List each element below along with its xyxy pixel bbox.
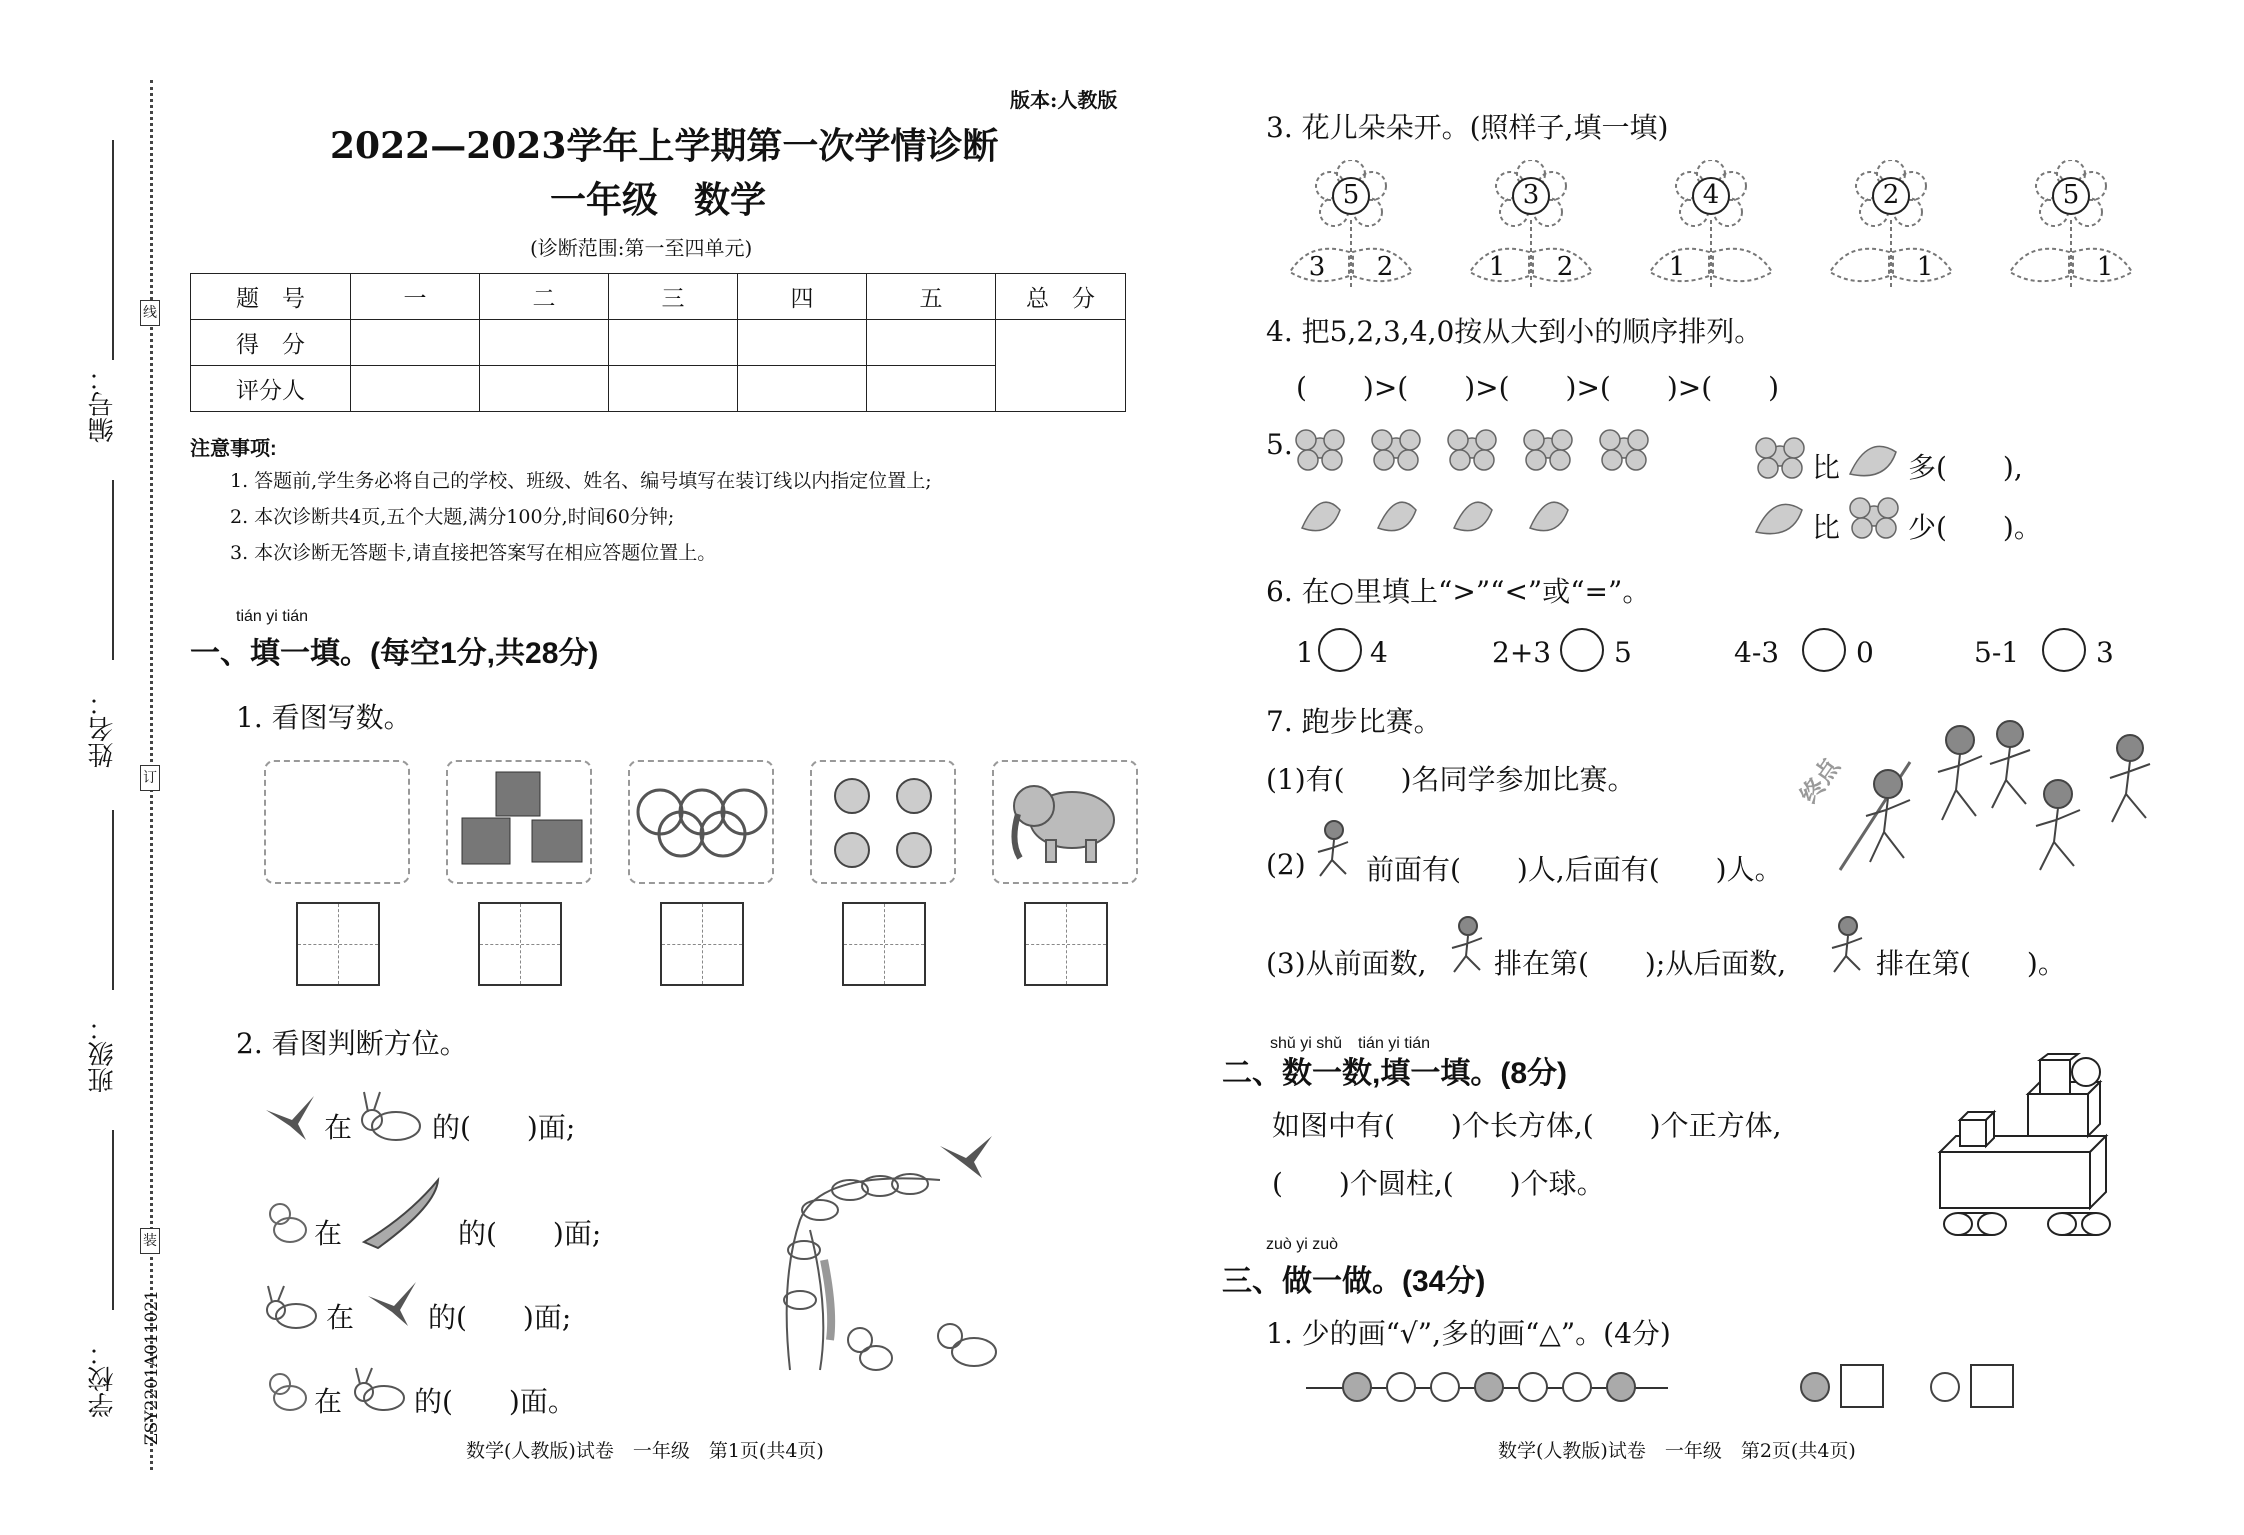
score-header: 五 [867,274,996,320]
books-picture-frame [446,760,592,884]
flower-right-number: 1 [2096,252,2114,282]
olympic-rings-icon [630,762,772,882]
section1-pinyin: tián yi tián [236,608,309,625]
flower-top-number: 3 [1522,180,1540,210]
swallow-icon [940,1136,992,1178]
binding-mark-line: 线 [140,300,160,326]
flower-icon [1752,430,1808,480]
q2-title: 2. 看图判断方位。 [236,1027,468,1060]
rectangular-block [1940,1152,2090,1208]
cucumber-icon [358,1176,448,1250]
leaf-icon [1530,502,1568,530]
flower-icon [1372,430,1420,470]
flower-icon [1296,430,1344,470]
school-blank[interactable] [112,1130,114,1310]
q6-left-expr: 2+3 [1492,636,1552,669]
race-illustration [1800,712,2170,880]
leaf-icon [1378,502,1416,530]
number-blank[interactable] [112,140,114,360]
q6-left-expr: 1 [1296,636,1314,669]
runner-icon [2036,780,2080,870]
binding-mark-zhuang: 装 [140,1228,160,1254]
q2-line-a: 在 [314,1217,343,1250]
flower-right-number: 2 [1556,252,1574,282]
q7-part1[interactable]: (1)有( )名同学参加比赛。 [1266,763,1636,796]
flower-right-number: 2 [1376,252,1394,282]
flower-figure [1826,160,1956,290]
white-bead [1518,1372,1548,1402]
section2-pinyin: shǔ yi shǔ tián yi tián [1270,1035,1431,1052]
flowers-and-leaves-picture [1290,418,1670,548]
runner-icon [1312,818,1356,880]
section3-pinyin: zuò yi zuò [1266,1236,1339,1253]
flower-figure [1646,160,1776,290]
section2-line1[interactable]: 如图中有( )个长方体,( )个正方体, [1272,1109,1782,1142]
runner-icon [2110,735,2150,822]
answer-box[interactable] [660,902,744,986]
flower-figure [1466,160,1596,290]
diagnosis-scope: (诊断范围:第一至四单元) [530,236,753,260]
flower-top-number: 5 [2062,180,2080,210]
q6-right-expr: 3 [2096,636,2114,669]
q3-title: 3. 花儿朵朵开。(照样子,填一填) [1266,111,1669,144]
answer-box[interactable] [478,902,562,986]
grey-bead [1342,1372,1372,1402]
flower-top-number: 4 [1702,180,1720,210]
flower-left-number: 1 [1668,252,1686,282]
number-label: 编号： [88,365,118,443]
q4-title: 4. 把5,2,3,4,0按从大到小的顺序排列。 [1266,315,1763,348]
rabbit-icon [262,1282,320,1332]
grader-cell[interactable] [738,366,867,412]
score-header: 总 分 [996,274,1126,320]
q7-part3-answer[interactable]: 排在第( )。 [1876,947,2066,980]
score-table [190,273,1126,412]
notes-title: 注意事项: [190,438,277,460]
flower-figure [1286,160,1416,290]
q6-right-expr: 5 [1614,636,1632,669]
swallow-icon [364,1276,420,1328]
edition-label: 版本:人教版 [1010,88,1118,112]
q5-line2-answer[interactable]: 少( )。 [1908,511,2042,544]
flower-left-number: 3 [1308,252,1326,282]
white-bead [1930,1372,1960,1402]
section1-title: 一、填一填。(每空1分,共28分) [190,637,599,670]
q2-line-b: 的( )面; [458,1217,602,1250]
books-icon [448,762,590,882]
score-header: 四 [738,274,867,320]
flower-top-number: 2 [1882,180,1900,210]
grey-bead [1606,1372,1636,1402]
score-header: 二 [480,274,609,320]
elephant-picture-frame [992,760,1138,884]
q5-label: 5. [1266,428,1293,461]
runner-icon [1866,770,1910,862]
q2-line-b: 的( )面; [432,1111,576,1144]
score-row-label: 得 分 [191,320,351,366]
flower-icon [1846,490,1902,540]
leaf-icon [1302,502,1340,530]
rabbit-icon [348,1364,410,1414]
finish-line-label: 终点 [1795,753,1846,809]
answer-square[interactable] [1970,1364,2014,1408]
q4-answer-blanks[interactable]: ( )>( )>( )>( )>( ) [1296,371,1780,404]
q2-line-b: 的( )面。 [414,1385,576,1418]
score-row-label: 评分人 [191,366,351,412]
answer-square[interactable] [1840,1364,1884,1408]
garden-scene-illustration [760,1130,1020,1380]
q6-left-expr: 5-1 [1974,636,2020,669]
blocks-figure [1936,1052,2126,1242]
answer-box[interactable] [296,902,380,986]
flower-right-number: 1 [1916,252,1934,282]
white-bead [1562,1372,1592,1402]
footer-left: 数学(人教版)试卷 一年级 第1页(共4页) [466,1440,824,1462]
q2-line-b: 的( )面; [428,1301,572,1334]
page-title: 2022—2023学年上学期第一次学情诊断 [330,125,999,167]
section2-title: 二、数一数,填一填。(8分) [1222,1057,1567,1090]
flower-icon [1600,430,1648,470]
paper-code: ZSY2201A011021 [142,1290,162,1446]
q7-part2-prefix: (2) [1266,848,1306,881]
answer-box[interactable] [842,902,926,986]
chick-icon [262,1196,312,1246]
rings-picture-frame [628,760,774,884]
q6-right-expr: 4 [1370,636,1388,669]
score-header: 一 [351,274,480,320]
runner-icon [1990,721,2030,808]
q6-right-expr: 0 [1856,636,1874,669]
grey-bead [1474,1372,1504,1402]
leaf-icon [1752,490,1806,538]
flower-icon [1524,430,1572,470]
runner-icon [1446,914,1490,976]
grader-cell[interactable] [867,366,996,412]
score-cell[interactable] [738,320,867,366]
swallow-icon [262,1090,318,1144]
q7-part3-prefix: (3)从前面数, [1266,947,1427,980]
grader-cell[interactable] [480,366,609,412]
name-label: 姓名： [88,690,118,768]
q2-line-a: 在 [324,1111,353,1144]
runner-icon [1826,914,1870,976]
flower-top-number: 5 [1342,180,1360,210]
elephant-icon [994,762,1136,882]
leaf-icon [1846,432,1900,480]
binding-mark-ding: 订 [140,765,160,791]
section3-q1: 1. 少的画“√”,多的画“△”。(4分) [1266,1317,1671,1350]
score-cell[interactable] [609,320,738,366]
grader-cell[interactable] [609,366,738,412]
peaches-picture-frame [810,760,956,884]
footer-right: 数学(人教版)试卷 一年级 第2页(共4页) [1498,1440,1856,1462]
note-item: 2. 本次诊断共4页,五个大题,满分100分,时间60分钟; [230,506,675,528]
white-bead [1430,1372,1460,1402]
q6-title: 6. 在○里填上“>”“<”或“=”。 [1266,575,1651,608]
note-item: 3. 本次诊断无答题卡,请直接把答案写在相应答题位置上。 [230,542,717,564]
note-item: 1. 答题前,学生务必将自己的学校、班级、姓名、编号填写在装订线以内指定位置上; [230,470,932,492]
grey-bead [1800,1372,1830,1402]
compare-circle[interactable] [1802,628,1846,672]
flower-icon [1448,430,1496,470]
score-header: 三 [609,274,738,320]
rabbit-icon [356,1090,426,1144]
page-subtitle: 一年级 数学 [550,179,767,221]
q7-title: 7. 跑步比赛。 [1266,705,1442,738]
section2-line2[interactable]: ( )个圆柱,( )个球。 [1272,1167,1605,1200]
q5-line1-answer[interactable]: 多( ), [1908,451,2023,484]
q6-left-expr: 4-3 [1734,636,1780,669]
q2-line-a: 在 [314,1385,343,1418]
class-blank[interactable] [112,810,114,990]
total-score-cell[interactable] [996,320,1126,412]
compare-circle[interactable] [1318,628,1362,672]
score-header: 题 号 [191,274,351,320]
flower-figure [2006,160,2136,290]
leaf-icon [1454,502,1492,530]
compare-circle[interactable] [2042,628,2086,672]
white-bead [1386,1372,1416,1402]
q2-line-a: 在 [326,1301,355,1334]
answer-box[interactable] [1024,902,1108,986]
compare-circle[interactable] [1560,628,1604,672]
grader-cell[interactable] [351,366,480,412]
section3-title: 三、做一做。(34分) [1222,1265,1486,1298]
q5-compare-word: 比 [1812,451,1841,484]
runner-icon [1938,726,1982,820]
school-label: 学校： [88,1340,118,1418]
score-cell[interactable] [480,320,609,366]
empty-picture-frame [264,760,410,884]
peach-icon [812,762,954,882]
chick-icon [262,1366,312,1414]
q7-part2-answer[interactable]: 前面有( )人,后面有( )人。 [1366,853,1783,886]
score-cell[interactable] [351,320,480,366]
flower-left-number: 1 [1488,252,1506,282]
class-label: 班级： [88,1015,118,1093]
name-blank[interactable] [112,480,114,660]
q7-part3-middle[interactable]: 排在第( );从后面数, [1494,947,1787,980]
score-cell[interactable] [867,320,996,366]
q1-title: 1. 看图写数。 [236,701,412,734]
q5-compare-word: 比 [1812,511,1841,544]
